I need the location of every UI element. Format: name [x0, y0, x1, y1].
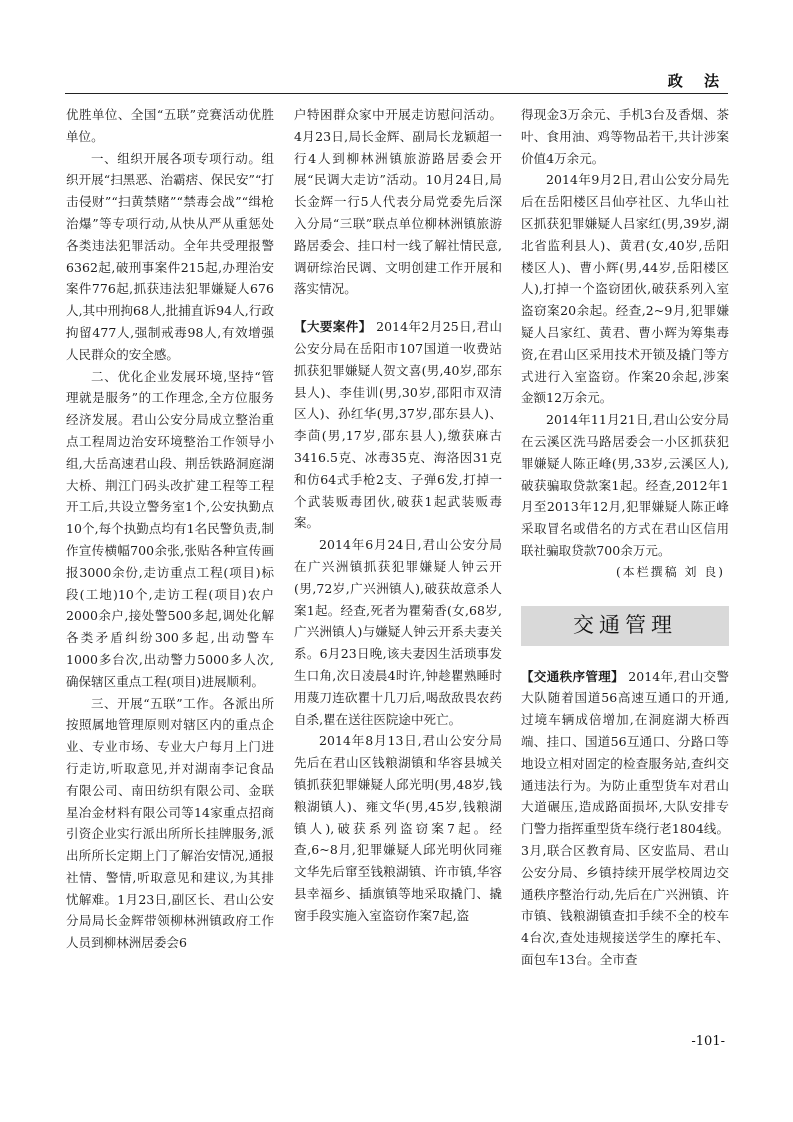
paragraph: 2014年11月21日,君山公安分局在云溪区洗马路居委会一小区抓获犯罪嫌疑人陈正峰(男,33岁,云溪区人),破获骗取贷款案1起。经查,2012年1月至2013年12月,犯罪嫌疑人陈正峰采取冒名或借名的方式在君山区信用联社骗取贷款700余万元。 — [521, 412, 729, 558]
paragraph: 一、组织开展各项专项行动。组织开展“扫黑恶、治霸痞、保民安”“打击侵财”“扫黄禁赌”“禁毒会战”“缉枪治爆”等专项行动,从快从严从重惩处各类违法犯罪活动。全年共受理报警6362起,破刑事案件215起,办理治安案件776起,抓获违法犯罪嫌疑人676人,其中刑拘68人,批捕直诉94人,行政拘留477人,强制戒毒98人,有效增强人民群众的安全感。 — [66, 150, 274, 362]
paragraph: 优胜单位、全国“五联”竞赛活动优胜单位。 — [66, 107, 274, 144]
column-2 — [294, 104, 502, 926]
paragraph-text: 2014年,君山交警大队随着国道56高速互通口的开通,过境车辆成倍增加,在洞庭湖大桥西端、挂口、国道56互通口、分路口等地设立相对固定的检查服务站,查纠交通违法行为。为防止重型货车对君山大道碾压,造成路面损坏,大队安排专门警力指挥重型货车绕行老1804线。3月,联合区教育局、区安监局、君山公安分局、乡镇持续开展学校周边交通秩序整治行动,先后在广兴洲镇、许市镇、钱粮湖镇查扣手续不全的校车4台次,查处违规接送学生的摩托车、面包车13台。全市查 — [521, 668, 729, 967]
paragraph: 2014年9月2日,君山公安分局先后在岳阳楼区吕仙亭社区、九华山社区抓获犯罪嫌疑人吕家红(男,39岁,湖北省监利县人)、黄君(女,40岁,岳阳楼区人)、曹小辉(男,44岁,岳阳楼区人),打掉一个盗窃团伙,破获系列入室盗窃案20余起。经查,2~9月,犯罪嫌疑人吕家红、黄君、曹小辉为筹集毒资,在君山区采用技术开锁及撬门等方式进行入室盗窃。作案20余起,涉案金额12万余元。 — [521, 172, 729, 406]
paragraph: 2014年8月13日,君山公安分局先后在君山区钱粮湖镇和华容县城关镇抓获犯罪嫌疑人邱光明(男,48岁,钱粮湖镇人)、雍文华(男,45岁,钱粮湖镇人),破获系列盗窃案7起。经查,6~8月,犯罪嫌疑人邱光明伙同雍文华先后窜至钱粮湖镇、许市镇,华容县幸福乡、插旗镇等地采取撬门、撬窗手段实施入室盗窃作案7起,盗 — [294, 733, 502, 923]
case-section-label: 【大要案件】 — [294, 319, 372, 335]
paragraph: 户特困群众家中开展走访慰问活动。4月23日,局长金辉、副局长龙颖超一行4人到柳林洲镇旅游路居委会开展“民调大走访”活动。10月24日,局长金辉一行5人代表分局党委先后深入分局“三联”联点单位柳林洲镇旅游路居委会、挂口村一线了解社情民意,调研综治民调、文明创建工作开展和落实情况。 — [294, 107, 502, 297]
section-tag: 政 法 — [667, 72, 727, 90]
paragraph: 2014年6月24日,君山公安分局在广兴洲镇抓获犯罪嫌疑人钟云开(男,72岁,广兴洲镇人),破获故意杀人案1起。经查,死者为瞿菊香(女,68岁,广兴洲镇人)与嫌疑人钟云开系夫妻关系。6月23日晚,该夫妻因生活琐事发生口角,次日凌晨4时许,钟趁瞿熟睡时用蔑刀连砍瞿十几刀后,喝敌敌畏农药自杀,瞿在送往医院途中死亡。 — [294, 537, 502, 727]
paragraph-text: 2014年2月25日,君山公安分局在岳阳市107国道一收费站抓获犯罪嫌疑人贺文喜(男,40岁,邵东县人)、李佳训(男,30岁,邵阳市双清区人)、孙红华(男,37岁,邵东县人)、李茴(男,17岁,邵东县人),缴获麻古3416.5克、冰毒35克、海洛因31克和仿64式手枪2支、子弹6发,打掉一个武装贩毒团伙,破获1起武装贩毒案。 — [294, 319, 502, 531]
byline: (本栏撰稿 刘 良) — [616, 564, 725, 579]
paragraph: 二、优化企业发展环境,坚持“管理就是服务”的工作理念,全方位服务经济发展。君山公安分局成立整治重点工程周边治安环境整治工作领导小组,大岳高速君山段、荆岳铁路洞庭湖大桥、荆江门码头改扩建工程等工程开工后,共设立警务室1个,公安执勤点10个,每个执勤点均有1名民警负责,制作宣传横幅700余张,张贴各种宣传画报3000余份,走访重点工程(项目)标段(工地)10个,走访工程(项目)农户2000余户,接处警500多起,调处化解各类矛盾纠纷300多起,出动警车1000多台次,出动警力5000多人次,确保辖区重点工程(项目)进展顺利。 — [66, 368, 274, 689]
section-banner: 交通管理 — [521, 606, 729, 646]
paragraph: 得现金3万余元、手机3台及香烟、茶叶、食用油、鸡等物品若干,共计涉案价值4万余元。 — [521, 107, 729, 166]
column-1 — [66, 104, 274, 954]
column-3 — [521, 104, 729, 971]
paragraph: 三、开展“五联”工作。各派出所按照属地管理原则对辖区内的重点企业、专业市场、专业大户每月上门进行走访,听取意见,并对湖南李记食品有限公司、南田纺织有限公司、金联星冶金材料有限公司等14家重点招商引资企业实行派出所所长挂牌服务,派出所所长定期上门了解治安情况,通报社情、警情,听取意见和建议,为其排忧解难。1月23日,副区长、君山公安分局局长金辉带领柳林洲镇政府工作人员到柳林洲居委会6 — [66, 695, 274, 951]
traffic-section-label: 【交通秩序管理】 — [521, 668, 624, 684]
page-number: -101- — [691, 1034, 725, 1049]
header-rule — [65, 93, 728, 94]
traffic-paragraph — [521, 666, 729, 971]
case-paragraph — [294, 316, 502, 534]
spacer — [294, 300, 502, 316]
